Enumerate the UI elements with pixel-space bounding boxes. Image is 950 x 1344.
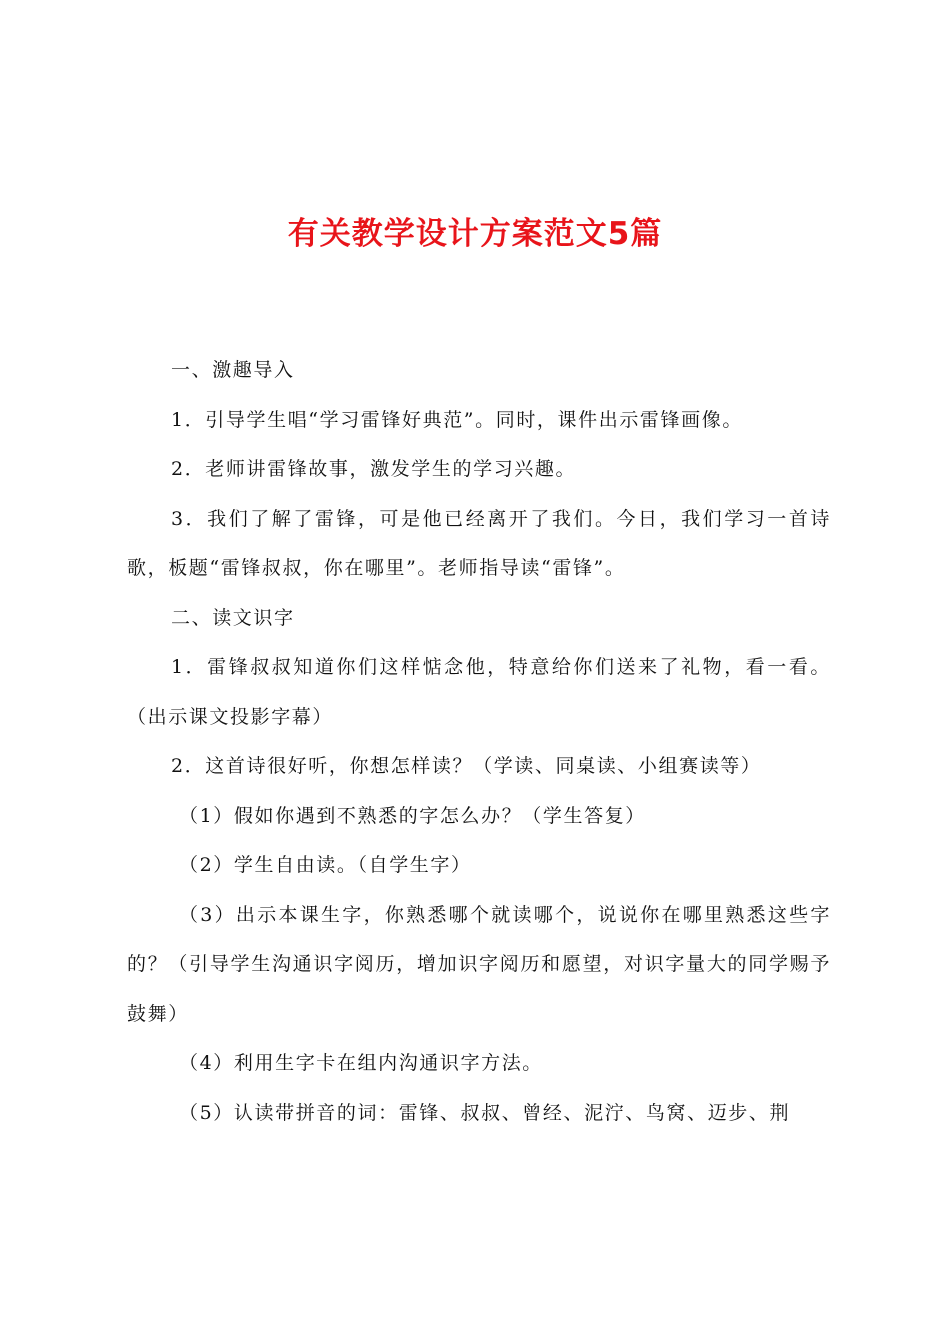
- paragraph-heading-1: 一、激趣导入: [171, 359, 295, 381]
- paragraph-1-2: 2．老师讲雷锋故事，激发学生的学习兴趣。: [171, 458, 577, 480]
- paragraph-2-1: 1．雷锋叔叔知道你们这样惦念他，特意给你们送来了礼物，看一看。（出示课文投影字幕）: [127, 656, 831, 728]
- paragraph-2-2-5: （5）认读带拼音的词：雷锋、叔叔、曾经、泥泞、鸟窝、迈步、荆: [179, 1101, 791, 1124]
- paragraph-2-2-2: （2）学生自由读。（自学生字）: [179, 854, 472, 876]
- paragraph-2-2-1: （1）假如你遇到不熟悉的字怎么办？（学生答复）: [179, 804, 646, 827]
- document-body: [127, 346, 831, 1138]
- paragraph-2-2-4: （4）利用生字卡在组内沟通识字方法。: [179, 1052, 543, 1074]
- paragraph-2-2-3: （3）出示本课生字，你熟悉哪个就读哪个，说说你在哪里熟悉这些字的？（引导学生沟通识字阅历，增加识字阅历和愿望，对识字量大的同学赐予鼓舞）: [127, 903, 831, 1025]
- paragraph-1-1: 1．引导学生唱“学习雷锋好典范”。同时，课件出示雷锋画像。: [171, 408, 743, 431]
- paragraph-1-3: 3．我们了解了雷锋，可是他已经离开了我们。今日，我们学习一首诗歌，板题“雷锋叔叔，你在哪里”。老师指导读“雷锋”。: [127, 507, 831, 579]
- paragraph-2-2: 2．这首诗很好听，你想怎样读？（学读、同桌读、小组赛读等）: [171, 755, 762, 777]
- document-title: 有关教学设计方案范文5篇: [287, 216, 663, 252]
- paragraph-heading-2: 二、读文识字: [171, 606, 295, 629]
